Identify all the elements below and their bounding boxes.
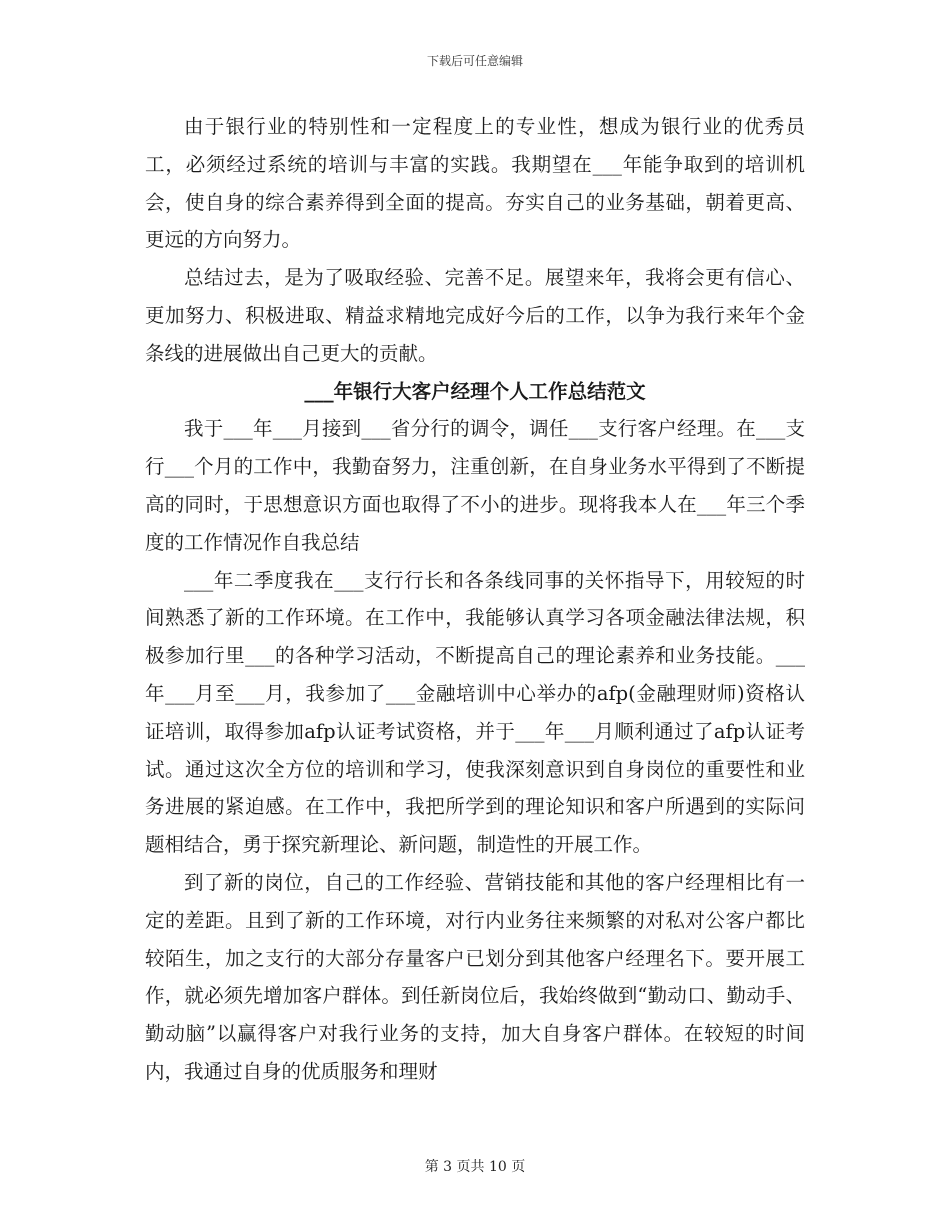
paragraph: 由于银行业的特别性和一定程度上的专业性，想成为银行业的优秀员工，必须经过系统的培训与丰富的实践。我期望在___年能争取到的培训机会，使自身的综合素养得到全面的提高。夯实自己的业务基础，朝着更高、更远的方向努力。 [145,115,805,252]
paragraph: 到了新的岗位，自己的工作经验、营销技能和其他的客户经理相比有一定的差距。且到了新的工作环境，对行内业务往来频繁的对私对公客户都比较陌生，加之支行的大部分存量客户已划分到其他客户经理名下。要开展工作，就必须先增加客户群体。到任新岗位后，我始终做到“勤动口、勤动手、勤动脑”以赢得客户对我行业务的支持，加大自身客户群体。在较短的时间内，我通过自身的优质服务和理财 [145,870,805,1083]
paragraph: ___年二季度我在___支行行长和各条线同事的关怀指导下，用较短的时间熟悉了新的工作环境。在工作中，我能够认真学习各项金融法律法规，积极参加行里___的各种学习活动，不断提高自己的理论素养和业务技能。___年___月至___月，我参加了___金融培训中心举办的afp(金融理财师)资格认证培训，取得参加afp认证考试资格，并于___年___月顺利通过了afp认证考试。通过这次全方位的培训和学习，使我深刻意识到自身岗位的重要性和业务进展的紧迫感。在工作中，我把所学到的理论知识和客户所遇到的实际问题相结合，勇于探究新理论、新问题，制造性的开展工作。 [145,568,805,857]
page-header: 下载后可任意编辑 [426,54,523,68]
document-body [145,108,805,1091]
paragraph: 我于___年___月接到___省分行的调令，调任___支行客户经理。在___支行___个月的工作中，我勤奋努力，注重创新，在自身业务水平得到了不断提高的同时，于思想意识方面也取得了不小的进步。现将我本人在___年三个季度的工作情况作自我总结 [145,417,805,554]
section-heading: ___年银行大客户经理个人工作总结范文 [304,379,646,403]
page-number: 第 3 页共 10 页 [424,1159,526,1175]
paragraph: 总结过去，是为了吸取经验、完善不足。展望来年，我将会更有信心、更加努力、积极进取、精益求精地完成好今后的工作，以争为我行来年个金条线的进展做出自己更大的贡献。 [145,266,805,365]
